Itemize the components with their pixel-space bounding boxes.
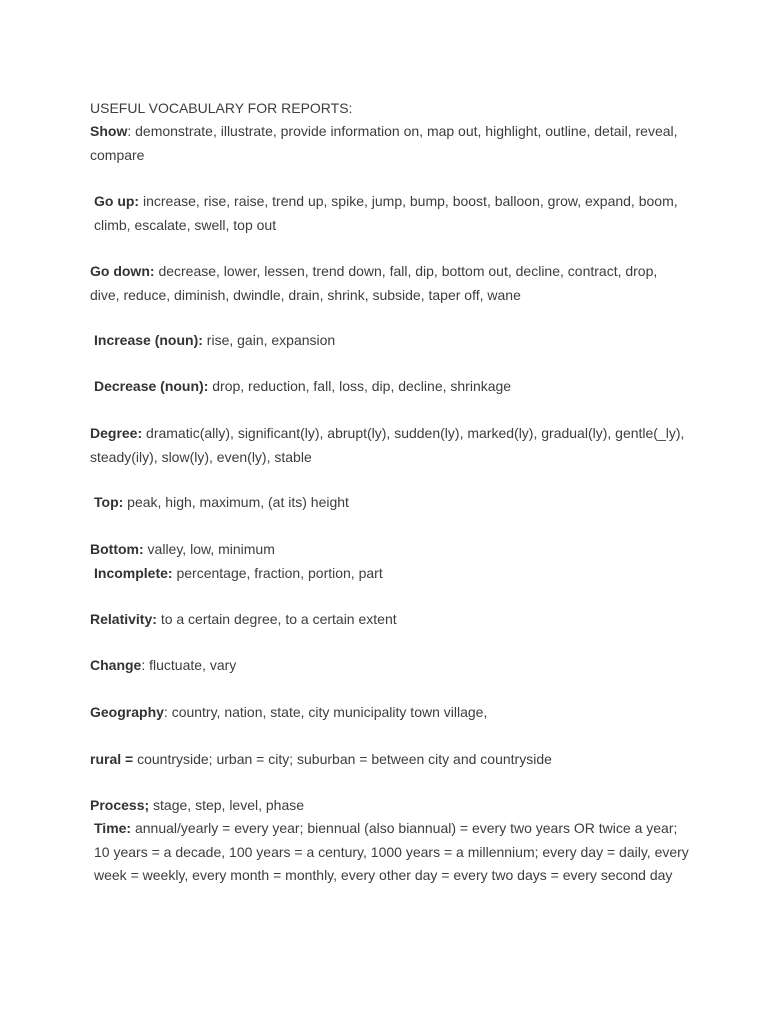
entry-text: valley, low, minimum — [147, 541, 275, 557]
entry-top — [90, 491, 694, 515]
entry-term: Geography — [90, 704, 164, 720]
entry-incomplete — [90, 562, 694, 586]
entry-sep: : — [163, 704, 172, 720]
entry-sep: : — [141, 657, 150, 673]
entry-text: drop, reduction, fall, loss, dip, decline, shrinkage — [212, 378, 512, 394]
entry-text: rise, gain, expansion — [206, 332, 336, 348]
entry-text: decrease, lower, lessen, trend down, fall, dip, bottom out, decline, contract, drop, dive, reduce, diminish, dwindle, drain, shrink, subside, taper off, wane — [90, 263, 658, 303]
entry-text: fluctuate, vary — [149, 657, 237, 673]
entry-text: stage, step, level, phase — [153, 797, 305, 813]
entry-increase-noun — [90, 329, 694, 353]
entry-rural — [90, 748, 690, 772]
entry-bottom — [90, 538, 690, 562]
entry-text: demonstrate, illustrate, provide information on, map out, highlight, outline, detail, reveal, compare — [90, 123, 678, 163]
entry-term: Relativity: — [90, 611, 157, 627]
entry-time — [90, 817, 694, 888]
entry-term: Decrease (noun): — [94, 378, 209, 394]
entry-go-up — [90, 190, 694, 237]
entry-sep: : — [127, 123, 136, 139]
entry-text: increase, rise, raise, trend up, spike, jump, bump, boost, balloon, grow, expand, boom, climb, escalate, swell, top out — [94, 193, 678, 233]
entry-relativity — [90, 608, 690, 632]
entry-term: Go up: — [94, 193, 140, 209]
entry-term: rural = — [90, 751, 134, 767]
entry-decrease-noun — [90, 375, 694, 399]
entry-term: Degree: — [90, 425, 143, 441]
entry-text: country, nation, state, city municipality town village, — [171, 704, 488, 720]
entry-text: countryside; urban = city; suburban = between city and countryside — [137, 751, 552, 767]
entry-term: Increase (noun): — [94, 332, 203, 348]
entry-change — [90, 654, 690, 678]
entry-term: Process; — [90, 797, 150, 813]
entry-degree — [90, 422, 690, 469]
entry-text: annual/yearly = every year; biennual (also biannual) = every two years OR twice a year; 10 years = a decade, 100 years = a century, 1000 years = a millennium; every day = daily, every week = weekly, every month = monthly, every other day = every two days = every second day — [94, 820, 689, 883]
entry-term: Bottom: — [90, 541, 144, 557]
entry-term: Go down: — [90, 263, 155, 279]
entry-geography — [90, 701, 690, 725]
entry-term: Time: — [94, 820, 132, 836]
entry-term: Change — [90, 657, 142, 673]
document-heading: USEFUL VOCABULARY FOR REPORTS: — [90, 100, 353, 116]
entry-term: Show — [90, 123, 128, 139]
entry-text: peak, high, maximum, (at its) height — [127, 494, 349, 510]
entry-show — [90, 120, 690, 167]
entry-go-down — [90, 260, 690, 307]
entry-text: percentage, fraction, portion, part — [176, 565, 383, 581]
entry-text: to a certain degree, to a certain extent — [160, 611, 397, 627]
entry-text: dramatic(ally), significant(ly), abrupt(ly), sudden(ly), marked(ly), gradual(ly), gentle(_ly), steady(ily), slow(ly), even(ly), stable — [90, 425, 685, 465]
entry-term: Incomplete: — [94, 565, 173, 581]
entry-process — [90, 794, 690, 818]
entry-term: Top: — [94, 494, 124, 510]
